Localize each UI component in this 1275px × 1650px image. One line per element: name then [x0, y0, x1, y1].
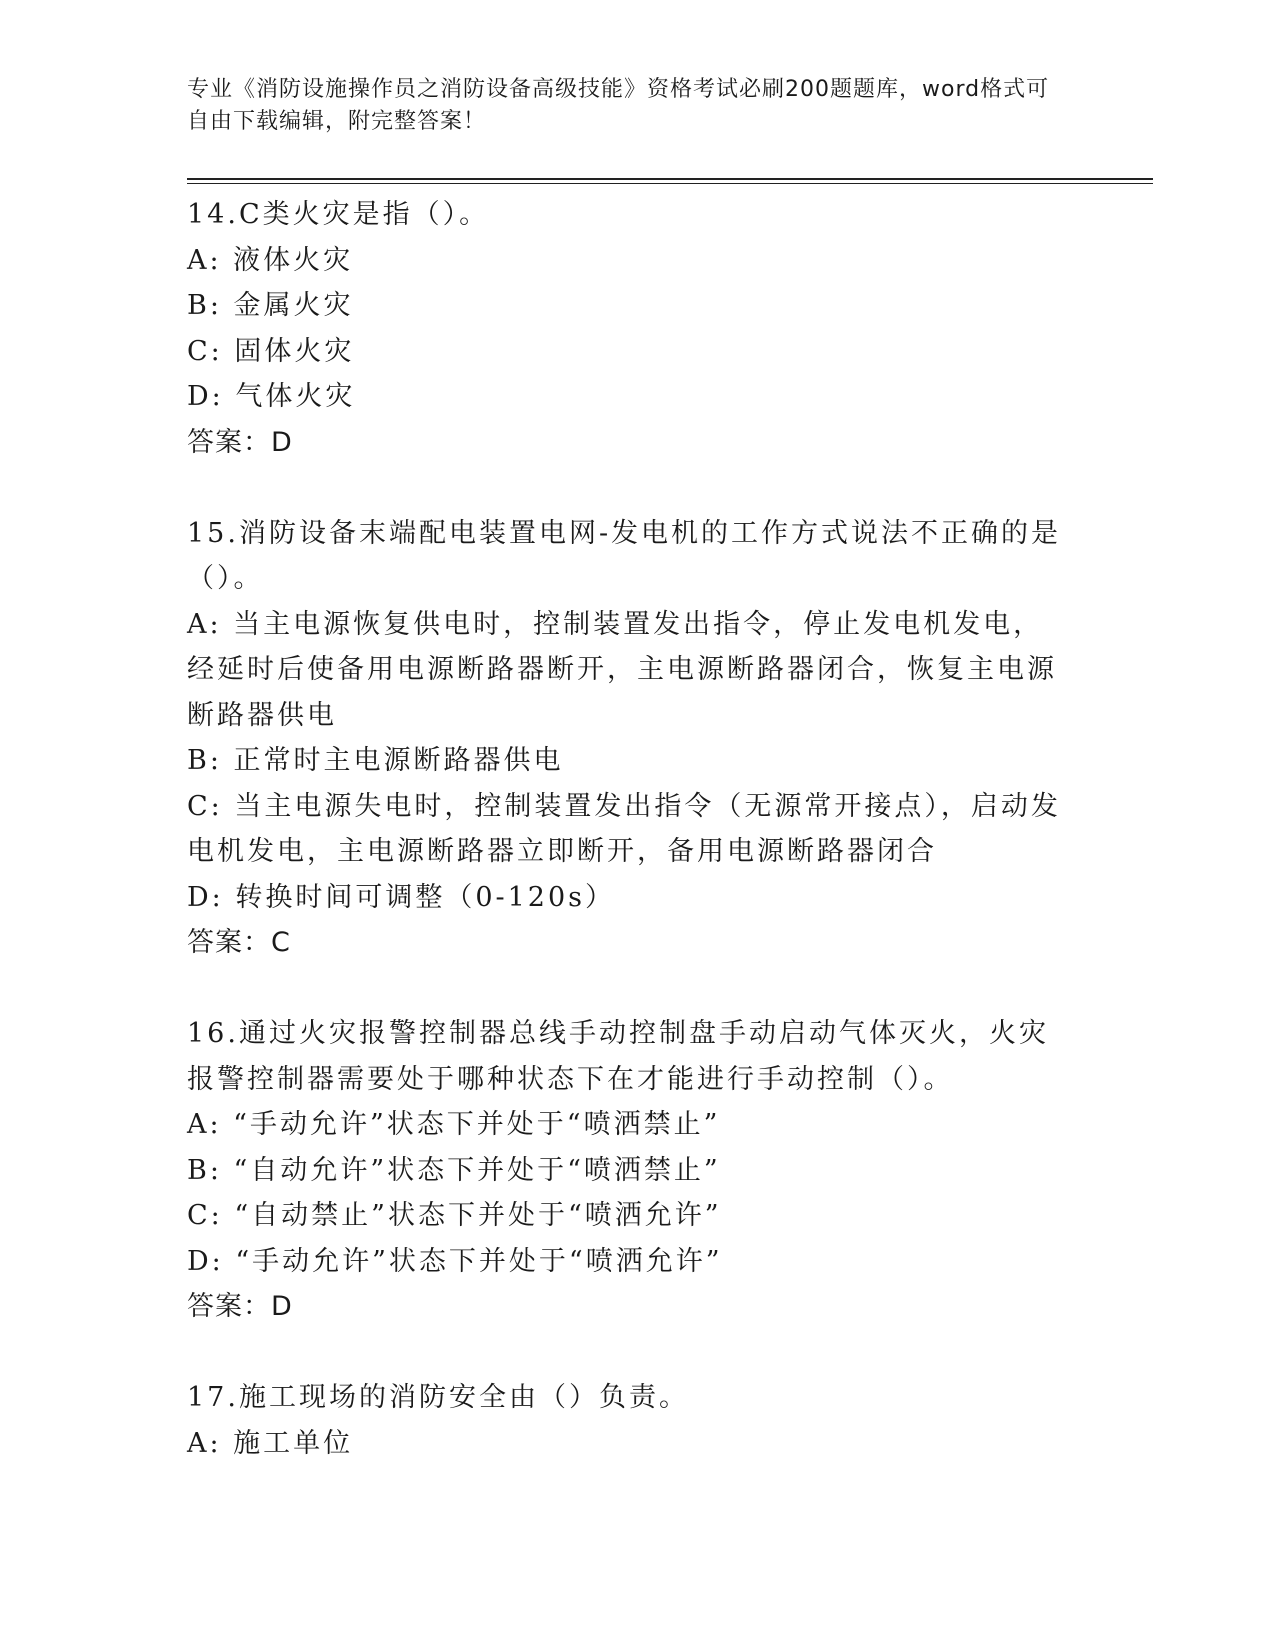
option-d: D: 气体火灾	[187, 381, 356, 412]
question-17	[187, 1375, 1067, 1466]
option-b: B: 金属火灾	[187, 290, 354, 321]
answer-line: 答案：D	[187, 1291, 293, 1322]
option-c: C: “自动禁止”状态下并处于“喷洒允许”	[187, 1200, 722, 1231]
question-list	[187, 192, 1067, 1512]
option-d: D: 转换时间可调整（0-120s）	[187, 881, 616, 913]
answer-line: 答案：C	[187, 927, 291, 958]
option-a: A: 液体火灾	[187, 244, 354, 276]
option-a: A: 当主电源恢复供电时，控制装置发出指令，停止发电机发电，经延时后使备用电源断路器断开，主电源断路器闭合，恢复主电源断路器供电	[187, 608, 1057, 731]
question-15	[187, 511, 1067, 966]
question-stem: 14.C类火灾是指（）。	[187, 199, 490, 230]
option-c: C: 固体火灾	[187, 335, 355, 367]
document-header: 专业《消防设施操作员之消防设备高级技能》资格考试必刷200题题库，word格式可自由下载编辑，附完整答案！	[187, 77, 1050, 134]
option-c: C: 当主电源失电时，控制装置发出指令（无源常开接点），启动发电机发电，主电源断路器立即断开，备用电源断路器闭合	[187, 790, 1061, 867]
option-a: A: 施工单位	[187, 1427, 354, 1459]
header-rule-thick	[187, 178, 1153, 180]
question-stem: 16.通过火灾报警控制器总线手动控制盘手动启动气体灭火，火灾报警控制器需要处于哪种状态下在才能进行手动控制（）。	[187, 1018, 1049, 1095]
question-14	[187, 192, 1067, 465]
option-b: B: “自动允许”状态下并处于“喷洒禁止”	[187, 1154, 721, 1186]
option-a: A: “手动允许”状态下并处于“喷洒禁止”	[187, 1109, 721, 1140]
option-d: D: “手动允许”状态下并处于“喷洒允许”	[187, 1245, 723, 1277]
header-rule-thin	[187, 183, 1153, 184]
question-16	[187, 1011, 1067, 1330]
option-b: B: 正常时主电源断路器供电	[187, 745, 564, 776]
question-stem: 17.施工现场的消防安全由（）负责。	[187, 1382, 689, 1413]
answer-line: 答案：D	[187, 426, 293, 458]
question-stem: 15.消防设备末端配电装置电网-发电机的工作方式说法不正确的是（）。	[187, 517, 1062, 594]
